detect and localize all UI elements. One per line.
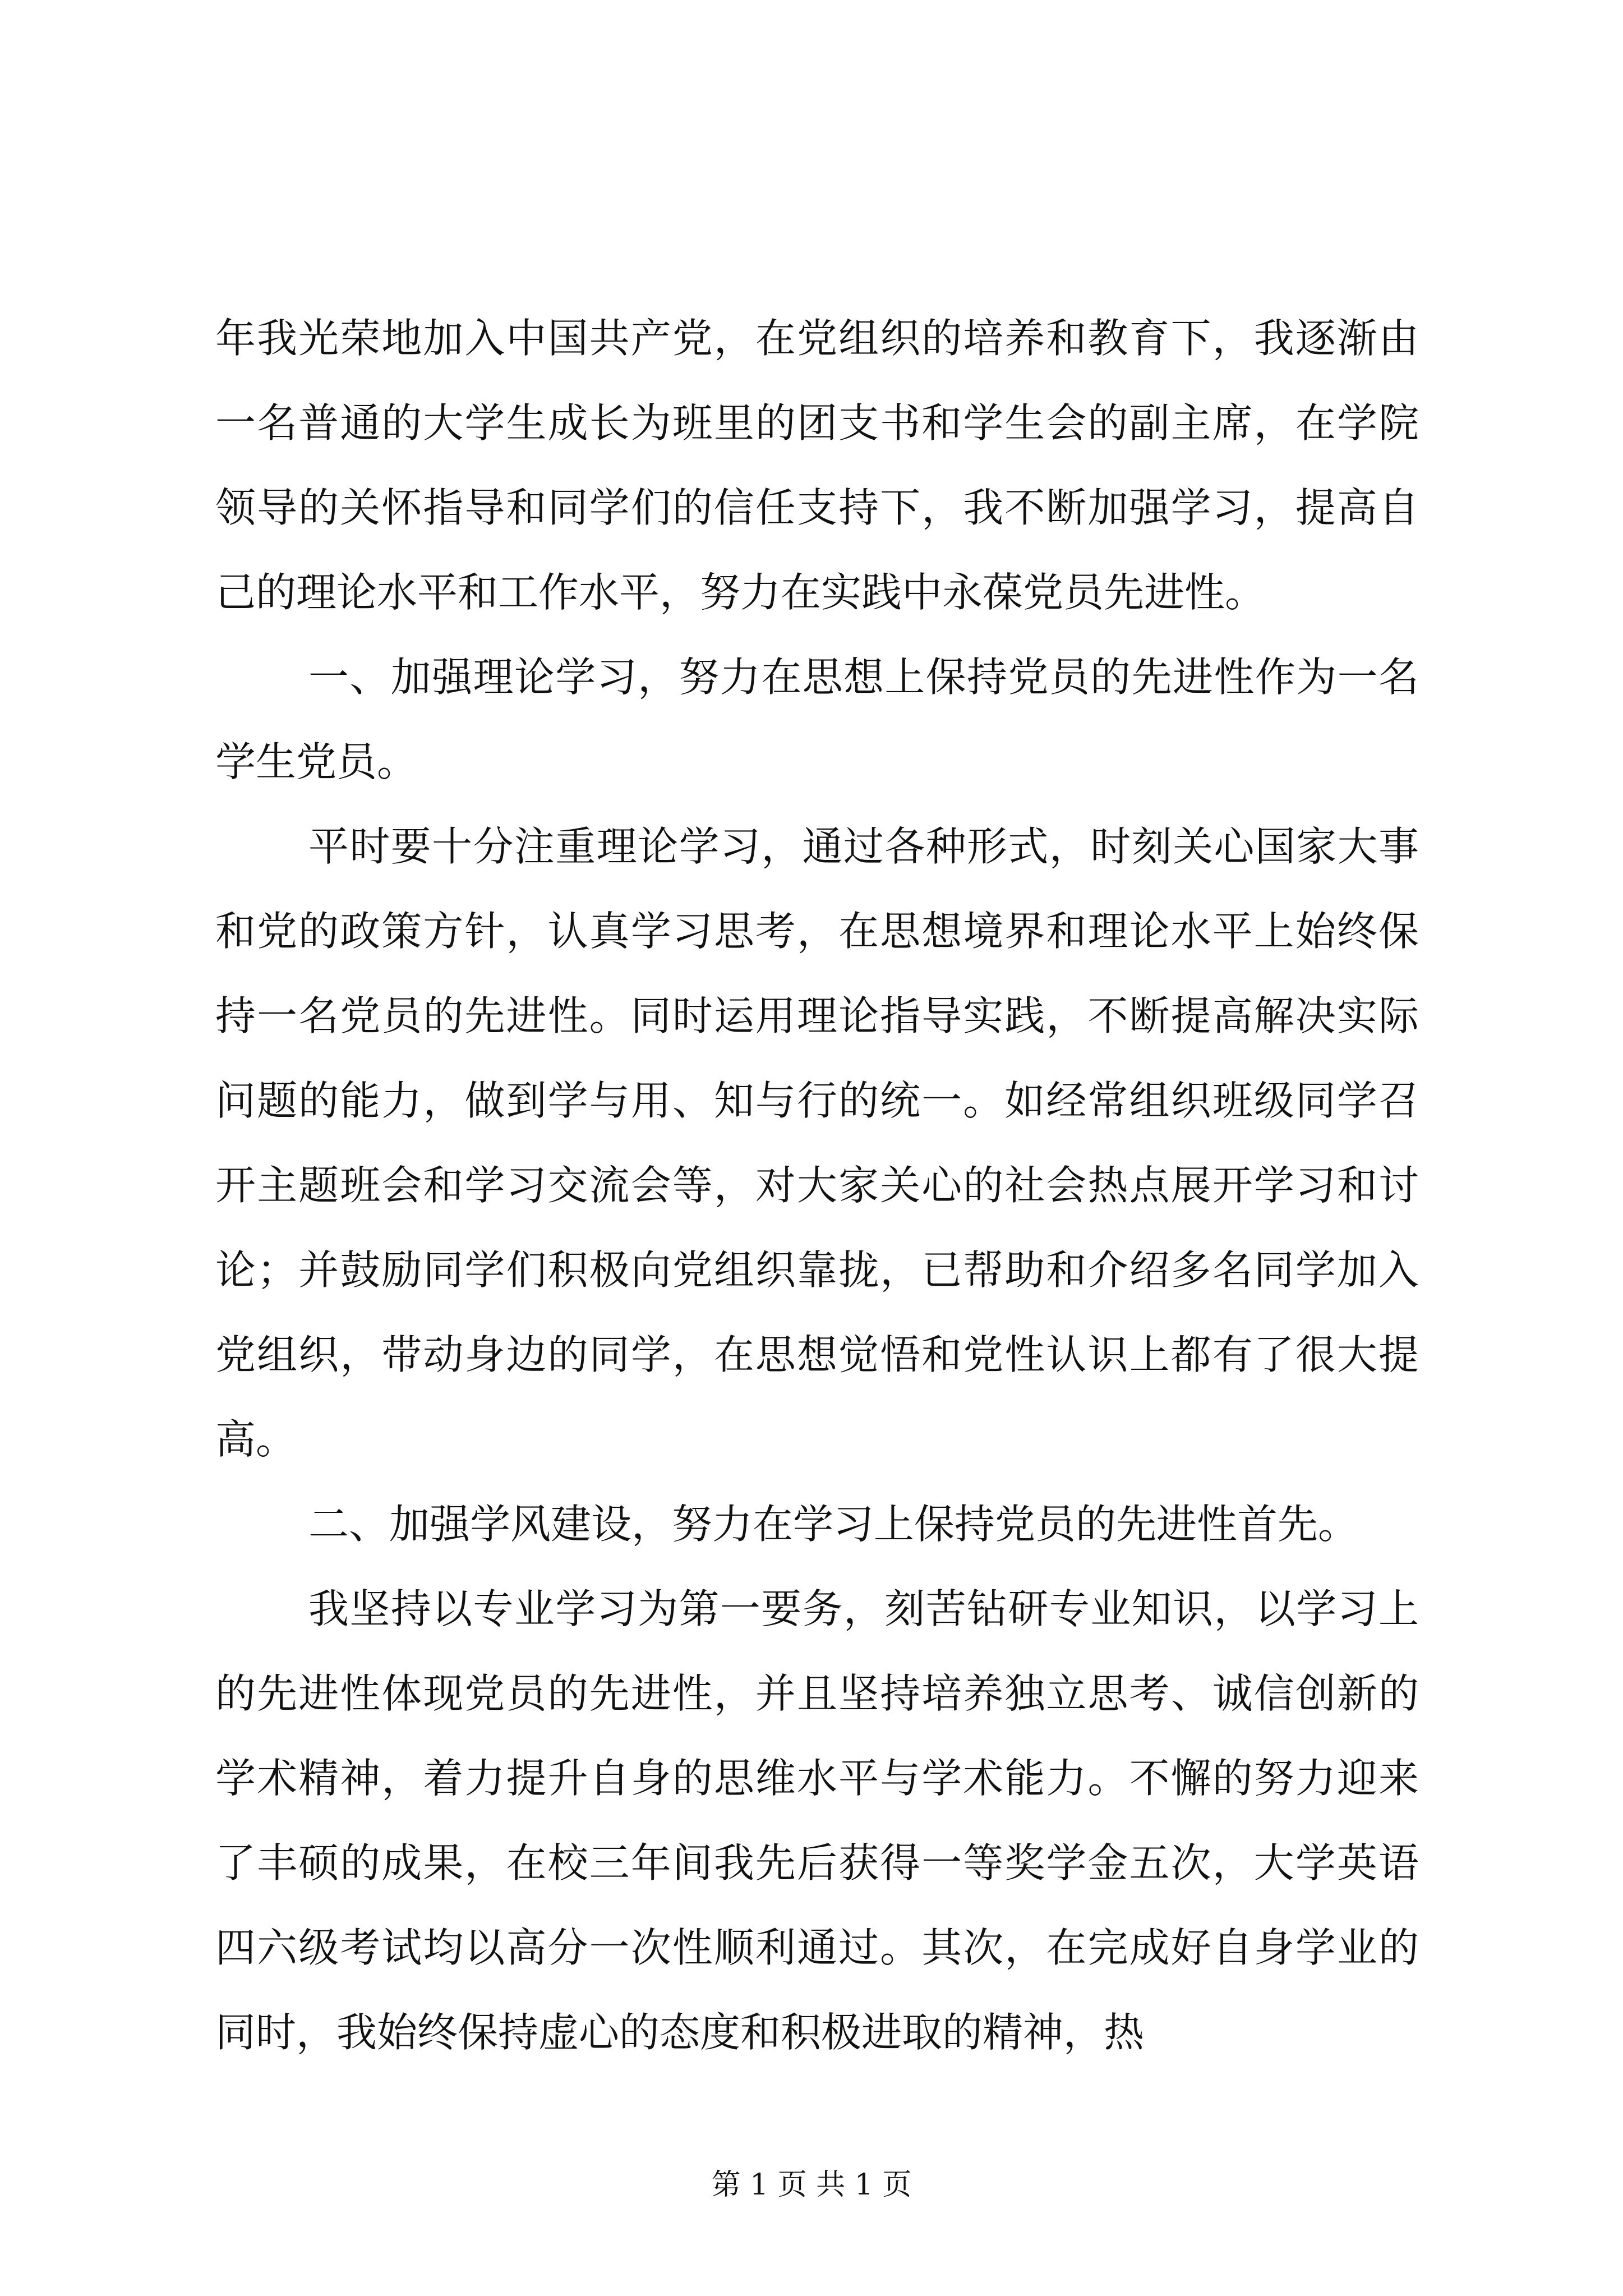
page-footer: 第 1 页 共 1 页 — [711, 2168, 912, 2202]
document-body — [215, 296, 1419, 2075]
paragraph-4: 二、加强学风建设，努力在学习上保持党员的先进性首先。 — [308, 1501, 1359, 1548]
paragraph-2: 一、加强理论学习，努力在思想上保持党员的先进性作为一名学生党员。 — [215, 654, 1419, 785]
paragraph-3: 平时要十分注重理论学习，通过各种形式，时刻关心国家大事和党的政策方针，认真学习思考，在思想境界和理论水平上始终保持一名党员的先进性。同时运用理论指导实践，不断提高解决实际问题的能力，做到学与用、知与行的统一。如经常组织班级同学召开主题班会和学习交流会等，对大家关心的社会热点展开学习和讨论；并鼓励同学们积极向党组织靠拢，已帮助和介绍多名同学加入党组织，带动身边的同学，在思想觉悟和党性认识上都有了很大提高。 — [215, 823, 1419, 1463]
paragraph-1: 年我光荣地加入中国共产党，在党组织的培养和教育下，我逐渐由一名普通的大学生成长为班里的团支书和学生会的副主席，在学院领导的关怀指导和同学们的信任支持下，我不断加强学习，提高自己的理论水平和工作水平，努力在实践中永葆党员先进性。 — [215, 315, 1419, 616]
paragraph-5: 我坚持以专业学习为第一要务，刻苦钻研专业知识，以学习上的先进性体现党员的先进性，并且坚持培养独立思考、诚信创新的学术精神，着力提升自身的思维水平与学术能力。不懈的努力迎来了丰硕的成果，在校三年间我先后获得一等奖学金五次，大学英语四六级考试均以高分一次性顺利通过。其次，在完成好自身学业的同时，我始终保持虚心的态度和积极进取的精神，热 — [215, 1585, 1419, 2056]
